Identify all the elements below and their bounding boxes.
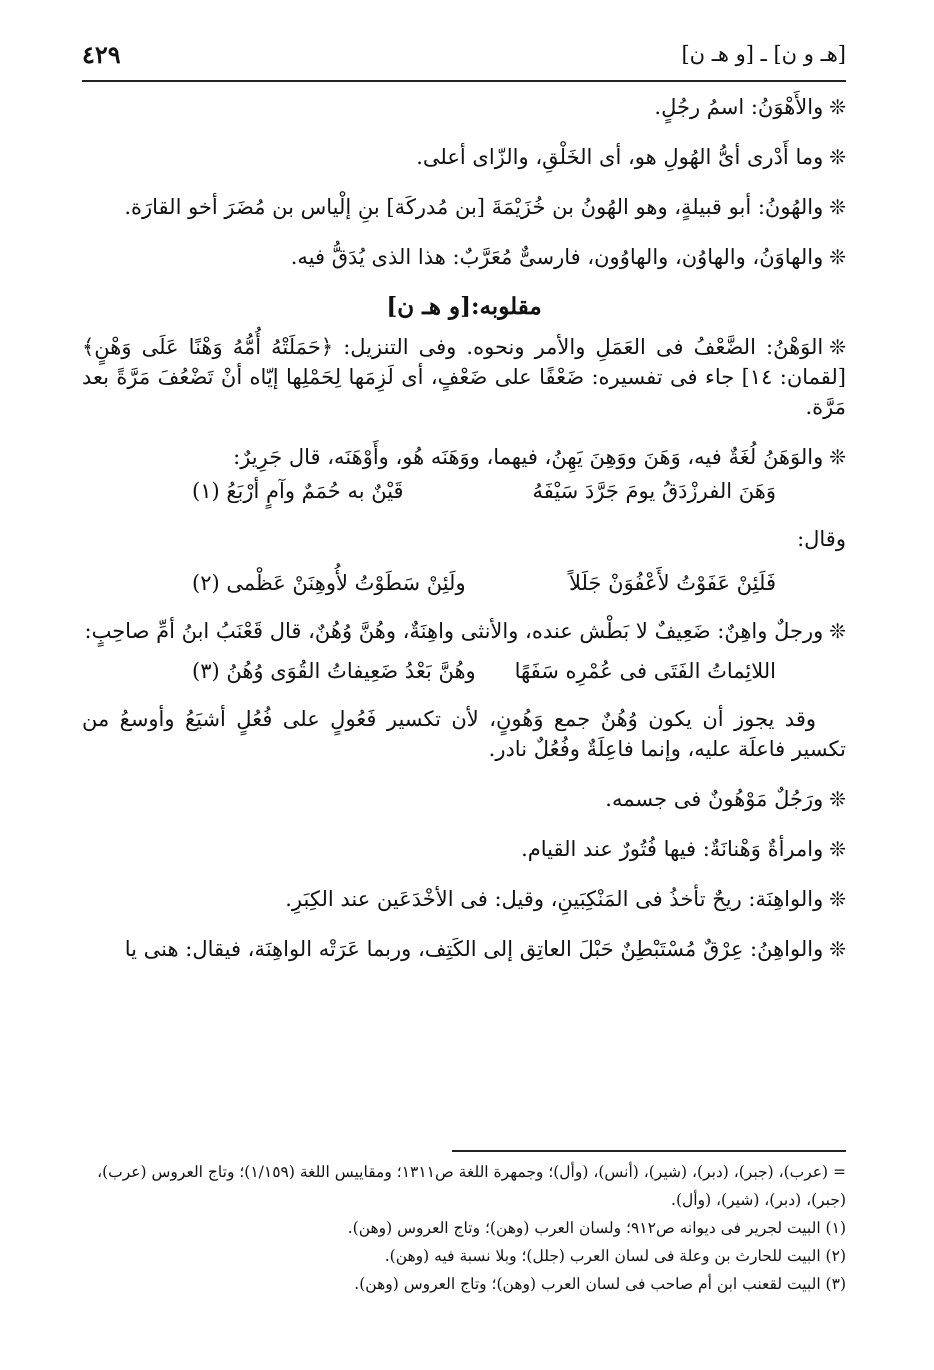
footnote-3: (٣) البيت لقعنب ابن أم صاحب فى لسان العرب (وهن)؛ وتاج العروس (وهن).	[354, 1275, 846, 1293]
section-heading: مقلوبه:[و هـ ن]	[386, 293, 542, 320]
asterisk-icon: ❊	[829, 445, 846, 469]
paragraph-text: والهاوَنُ، والهاوُن، والهاوُون، فارسىٌّ مُعَرَّبٌ: هذا الذى يُدَقُّ فيه.	[290, 245, 824, 269]
asterisk-icon: ❊	[829, 195, 846, 219]
entry-paragraph	[82, 934, 846, 964]
paragraph-text: والأَهْوَنُ: اسمُ رجُلٍ.	[654, 95, 824, 119]
entry-paragraph	[82, 242, 846, 272]
poetry-verse	[82, 656, 846, 686]
paragraph-text: ورجلٌ واهِنٌ: ضَعِيفٌ لا بَطْش عنده، والأنثى واهِنَةٌ، وهُنَّ وُهُنٌ، قال قَعْنَبُ ابنُ أمِّ صاحِبٍ:	[84, 619, 824, 643]
asterisk-icon: ❊	[829, 95, 846, 119]
quote-label: وقال:	[797, 527, 846, 551]
page-header	[82, 40, 846, 82]
asterisk-icon: ❊	[829, 937, 846, 961]
entry-paragraph	[82, 834, 846, 864]
asterisk-icon: ❊	[829, 145, 846, 169]
running-title: [هـ و ن] ـ [و هـ ن]	[681, 42, 846, 66]
entry-paragraph	[82, 442, 846, 472]
entry-paragraph	[82, 784, 846, 814]
footnote-2: (٢) البيت للحارث بن وعلة فى لسان العرب (جلل)؛ وبلا نسبة فيه (وهن).	[384, 1247, 846, 1265]
main-text	[82, 92, 846, 984]
paragraph-text: والوَهَنُ لُغَةٌ فيه، وَهَنَ ووَهِنَ يَهِنُ، فيهما، ووَهَنَه هُو، وأَوْهَنَه، قال جَرِيرٌ:	[233, 445, 824, 469]
asterisk-icon: ❊	[829, 787, 846, 811]
paragraph-text: الوَهْنُ: الضَّعْفُ فى العَمَلِ والأمر ونحوه. وفى التنزيل: ﴿حَمَلَتْهُ أُمُّهُ وَهْنًا عَلَى وَهْنٍ﴾ [لقمان: ١٤] جاء فى تفسيره: ضَعْفًا على ضَعْفٍ، أى لَزِمَها لِحَمْلِها إيّاه أنْ تَضْعُفَ مَرَّةً بعد مَرَّة.	[82, 335, 846, 419]
entry-paragraph	[82, 616, 846, 646]
entry-paragraph	[82, 192, 846, 222]
entry-paragraph	[82, 332, 846, 422]
paragraph-text: وامرأةٌ وَهْنانَةٌ: فيها فُتُورٌ عند القيام.	[521, 837, 824, 861]
entry-paragraph: وقد يجوز أن يكون وُهُنٌ جمع وَهُونٍ، لأن تكسير فَعُولٍ على فُعُلٍ أشيَعُ وأوسعُ من تكسير فاعلَة عليه، وإنما فاعِلَةٌ وفُعُلٌ نادر.	[82, 707, 846, 761]
entry-paragraph	[82, 142, 846, 172]
asterisk-icon: ❊	[829, 837, 846, 861]
verse-hemistich-second: قَيْنٌ به حُمَمٌ وآمٍ أرْبَعُ (١)	[192, 479, 404, 503]
verse-hemistich-second: ولَئِنْ سَطَوْتُ لأُوهِنَنْ عَظْمى (٢)	[192, 571, 466, 595]
asterisk-icon: ❊	[829, 335, 846, 359]
verse-hemistich-second: وهُنَّ بَعْدُ ضَعِيفاتُ القُوَى وُهُنُ (٣)	[192, 659, 476, 683]
paragraph-text: والهُونُ: أبو قبيلةٍ، وهو الهُونُ بن خُزَيْمَةَ [بن مُدركَة] بنِ إلْياس بن مُضَرَ أخو القارَة.	[124, 195, 824, 219]
footnotes	[82, 1158, 846, 1298]
verse-hemistich-first: اللائِماتُ الفَتَى فى عُمْرِه سَفَهًا	[514, 659, 776, 683]
asterisk-icon: ❊	[829, 619, 846, 643]
paragraph-text: والواهِنُ: عِرْقٌ مُسْتَبْطِنٌ حَبْلَ العاتِق إلى الكَتِف، وربما عَرَتْه الواهِنَة، فيقال: هنى يا	[124, 937, 824, 961]
poetry-verse	[82, 476, 846, 506]
entry-paragraph	[82, 92, 846, 122]
verse-hemistich-first: فَلَئِنْ عَفَوْتُ لأَعْفُوَنْ جَلَلاً	[569, 571, 776, 595]
paragraph-text: والواهِنَة: ريحٌ تأخذُ فى المَنْكِبَينِ، وقيل: فى الأخْدَعَين عند الكِبَرِ.	[285, 887, 824, 911]
footnote-divider	[452, 1150, 846, 1152]
asterisk-icon: ❊	[829, 245, 846, 269]
entry-paragraph	[82, 884, 846, 914]
poetry-verse	[82, 568, 846, 598]
asterisk-icon: ❊	[829, 887, 846, 911]
paragraph-text: وما أَدْرى أىُّ الهُولِ هو، أى الخَلْقِ، والزّاى أعلى.	[416, 145, 824, 169]
footnote-continuation: = (عرب)، (جبر)، (دبر)، (شير)، (أنس)، (وأل)؛ وجمهرة اللغة ص١٣١١؛ ومقاييس اللغة (١/١٥٩)؛ وتاج العروس (عرب)، (جبر)، (دبر)، (شير)، (وأل).	[97, 1163, 846, 1209]
page-number: ٤٢٩	[82, 40, 121, 69]
verse-hemistich-first: وَهَنَ الفرزْدَقُ يومَ جَرَّدَ سَيْفَهُ	[532, 479, 776, 503]
footnote-1: (١) البيت لجرير فى ديوانه ص٩١٢؛ ولسان العرب (وهن)؛ وتاج العروس (وهن).	[347, 1219, 846, 1237]
paragraph-text: ورَجُلٌ مَوْهُونٌ فى جسمه.	[605, 787, 824, 811]
